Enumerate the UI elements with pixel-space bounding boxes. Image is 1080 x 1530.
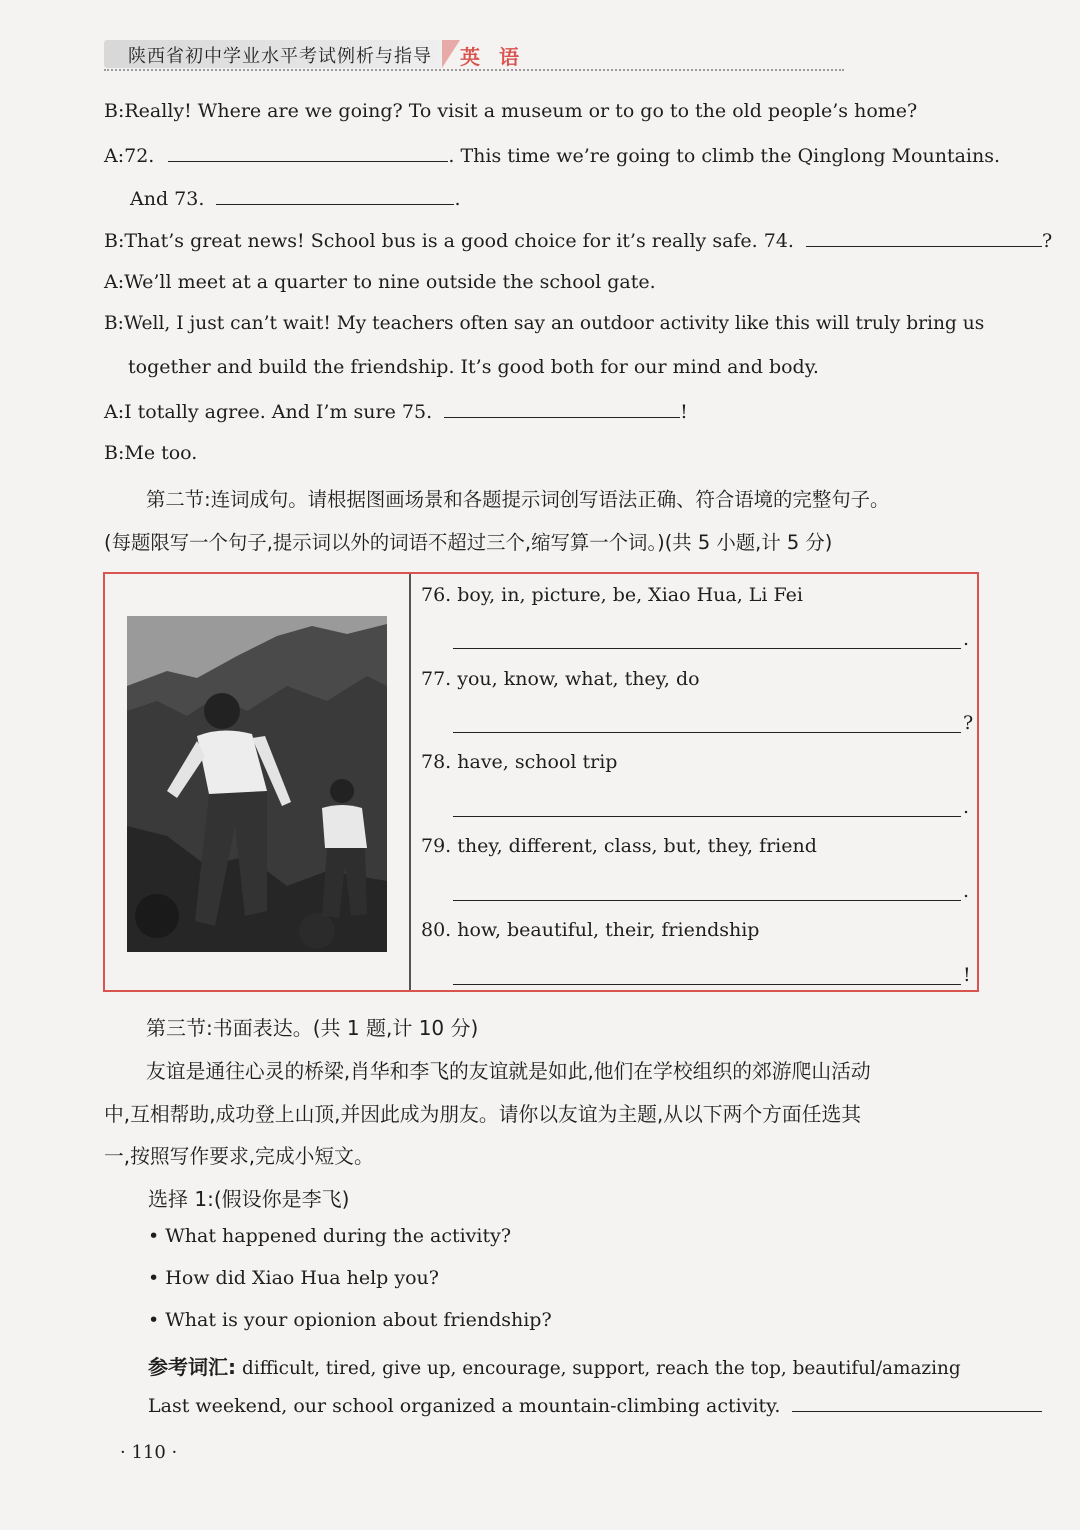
punct-79: . bbox=[963, 880, 970, 902]
q75-label: A:I totally agree. And I’m sure 75. bbox=[104, 401, 433, 423]
exercise-box bbox=[103, 572, 979, 992]
answer-line-80[interactable] bbox=[453, 984, 961, 985]
dialogue-b-wait-line-2: together and build the friendship. It’s good both for our mind and body. bbox=[128, 356, 819, 378]
punct-76: . bbox=[963, 628, 970, 650]
q73-end: . bbox=[454, 188, 461, 210]
vocab-words: difficult, tired, give up, encourage, support, reach the top, beautiful/amazing bbox=[242, 1358, 961, 1379]
vocab-label: 参考词汇: bbox=[148, 1355, 236, 1379]
punct-78: . bbox=[963, 796, 970, 818]
question-77: 77. you, know, what, they, do bbox=[421, 668, 700, 690]
bullet-2: • How did Xiao Hua help you? bbox=[148, 1267, 439, 1289]
answer-blank-74[interactable] bbox=[806, 228, 1042, 247]
bullet-3: • What is your opionion about friendship? bbox=[148, 1309, 552, 1331]
dialogue-a75-line bbox=[104, 399, 688, 423]
writing-start-line bbox=[148, 1393, 1042, 1417]
answer-line-78[interactable] bbox=[453, 816, 961, 817]
punct-77: ? bbox=[963, 712, 974, 734]
bullet-1: • What happened during the activity? bbox=[148, 1225, 512, 1247]
q74-label: B:That’s great news! School bus is a good choice for it’s really safe. 74. bbox=[104, 230, 794, 252]
subject-label: 英 语 bbox=[460, 45, 525, 69]
q72-label: A:72. bbox=[104, 145, 155, 167]
section2-note: (每题限写一个句子,提示词以外的词语不超过三个,缩写算一个词。)(共 5 小题,计 5 分) bbox=[104, 531, 833, 554]
writing-start: Last weekend, our school organized a mountain-climbing activity. bbox=[148, 1395, 781, 1417]
hiking-boys-photo bbox=[127, 616, 387, 952]
dialogue-a73-line bbox=[130, 186, 460, 210]
option-label: 选择 1:(假设你是李飞) bbox=[148, 1187, 350, 1211]
book-title: 陕西省初中学业水平考试例析与指导 bbox=[128, 46, 432, 67]
photo-illustration bbox=[127, 616, 387, 952]
q73-label: And 73. bbox=[130, 188, 205, 210]
section3-title: 第三节:书面表达。(共 1 题,计 10 分) bbox=[146, 1016, 479, 1040]
question-80: 80. how, beautiful, their, friendship bbox=[421, 919, 760, 941]
dialogue-b-wait-line-1: B:Well, I just can’t wait! My teachers often say an outdoor activity like this will truly bring us bbox=[104, 313, 985, 334]
answer-blank-73[interactable] bbox=[216, 186, 454, 205]
answer-blank-72[interactable] bbox=[168, 143, 448, 162]
writing-blank[interactable] bbox=[792, 1393, 1042, 1412]
section3-para-2: 中,互相帮助,成功登上山顶,并因此成为朋友。请你以友谊为主题,从以下两个方面任选其 bbox=[104, 1103, 862, 1126]
header-accent bbox=[442, 40, 460, 68]
vocab-line bbox=[148, 1351, 961, 1380]
question-79: 79. they, different, class, but, they, friend bbox=[421, 835, 817, 857]
section2-title: 第二节:连词成句。请根据图画场景和各题提示词创写语法正确、符合语境的完整句子。 bbox=[146, 488, 890, 511]
answer-line-76[interactable] bbox=[453, 648, 961, 649]
header-divider bbox=[104, 69, 844, 71]
question-76: 76. boy, in, picture, be, Xiao Hua, Li Fei bbox=[421, 584, 804, 606]
q75-end: ! bbox=[680, 401, 688, 423]
question-78: 78. have, school trip bbox=[421, 751, 618, 773]
box-divider bbox=[409, 574, 411, 990]
dialogue-b-line: B:Really! Where are we going? To visit a museum or to go to the old people’s home? bbox=[104, 100, 918, 122]
section3-para-1: 友谊是通往心灵的桥梁,肖华和李飞的友谊就是如此,他们在学校组织的郊游爬山活动 bbox=[146, 1060, 871, 1083]
page-header bbox=[104, 40, 844, 70]
answer-line-77[interactable] bbox=[453, 732, 961, 733]
answer-line-79[interactable] bbox=[453, 900, 961, 901]
dialogue-a-meet-line: A:We’ll meet at a quarter to nine outside the school gate. bbox=[104, 271, 656, 293]
q74-end: ? bbox=[1042, 230, 1053, 252]
dialogue-b74-line bbox=[104, 228, 1052, 252]
section3-para-3: 一,按照写作要求,完成小短文。 bbox=[104, 1145, 374, 1168]
dialogue-b-final-line: B:Me too. bbox=[104, 442, 198, 464]
punct-80: ! bbox=[963, 964, 971, 986]
answer-blank-75[interactable] bbox=[444, 399, 680, 418]
page-number: · 110 · bbox=[120, 1442, 178, 1463]
dialogue-a72-line bbox=[104, 143, 1000, 167]
q72-rest: . This time we’re going to climb the Qinglong Mountains. bbox=[448, 145, 1001, 167]
